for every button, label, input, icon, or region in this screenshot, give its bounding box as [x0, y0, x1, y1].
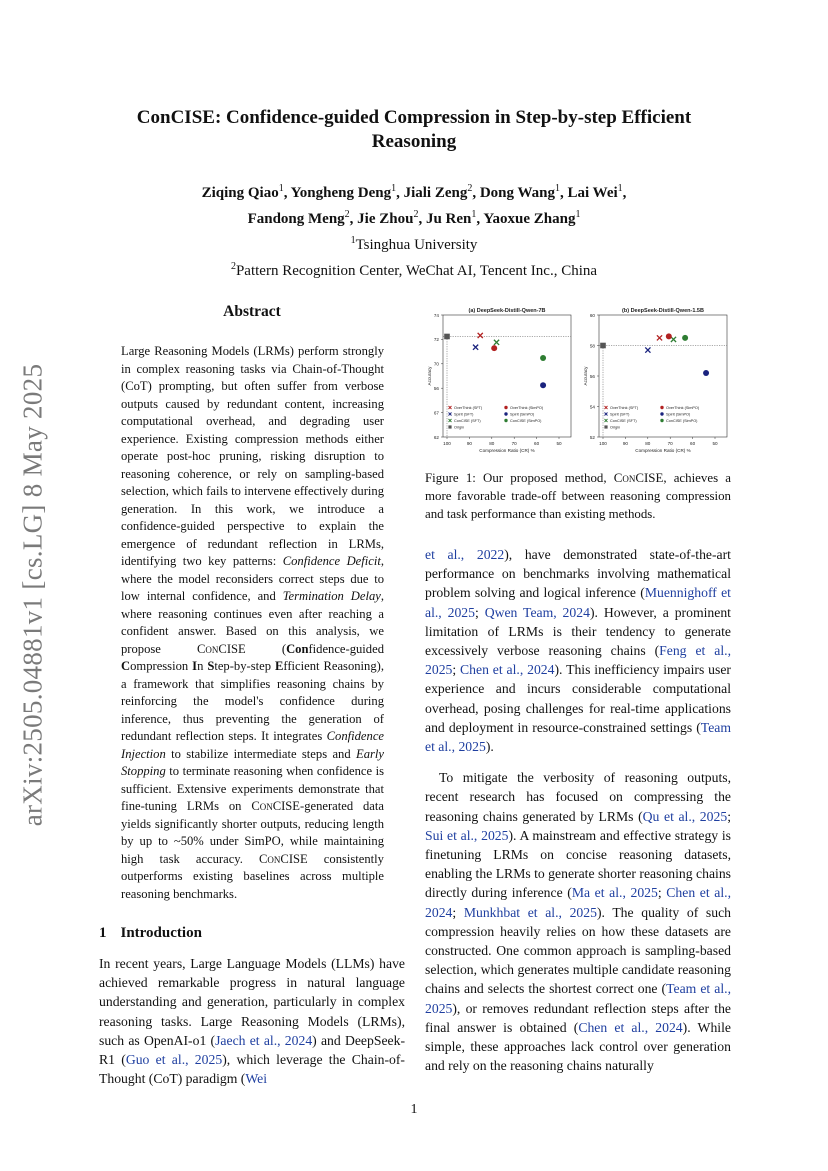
data-point — [540, 355, 546, 361]
affiliation-1 — [100, 230, 728, 256]
x-tick-label: 50 — [712, 441, 718, 446]
author-name: Ziqing Qiao — [201, 185, 279, 201]
legend-label: Spirit (SimPO) — [510, 412, 535, 417]
author-name: Jie Zhou — [357, 211, 414, 227]
affiliation-2-text: Pattern Recognition Center, WeChat AI, Tencent Inc., China — [235, 263, 598, 279]
data-point — [645, 347, 650, 352]
citation-link[interactable]: Chen et al., 2024 — [425, 885, 731, 920]
legend-label: Origin — [454, 425, 465, 430]
legend-marker — [660, 412, 663, 415]
left-column — [99, 303, 405, 1088]
author-affiliation-marker: 1 — [555, 183, 561, 194]
legend-marker — [604, 425, 607, 428]
author-name: Ju Ren — [425, 211, 472, 227]
author-affiliation-marker: 1 — [391, 183, 397, 194]
x-tick-label: 50 — [556, 441, 562, 446]
x-tick-label: 70 — [667, 441, 673, 446]
y-tick-label: 54 — [589, 404, 595, 410]
citation-link[interactable]: Sui et al., 2025 — [425, 827, 509, 843]
data-point — [540, 382, 546, 388]
paper-title: ConCISE: Confidence-guided Compression in Step-by-step Efficient Reasoning — [136, 107, 692, 152]
y-tick-label: 52 — [589, 434, 595, 440]
affiliation-1-text: Tsinghua University — [355, 237, 478, 253]
data-point — [703, 370, 709, 376]
author-name: Yaoxue Zhang — [483, 211, 576, 227]
x-axis-label: Compression Ratio (CR) % — [479, 448, 535, 453]
legend-label: ConCISE (SimPO) — [666, 419, 698, 423]
data-point — [671, 337, 676, 342]
x-tick-label: 100 — [443, 441, 451, 446]
author-name: Yongheng Deng — [290, 185, 392, 201]
legend-label: ConCISE (SFT) — [610, 419, 637, 423]
x-tick-label: 80 — [489, 441, 495, 446]
page-number: 1 — [410, 1102, 418, 1117]
x-tick-label: 60 — [690, 441, 696, 446]
y-tick-label: 56 — [589, 373, 595, 379]
affiliation-2-marker: 2 — [230, 261, 236, 272]
citation-link[interactable]: Qwen Team, 2024 — [484, 604, 590, 620]
legend-marker — [605, 419, 608, 422]
y-tick-label: 74 — [433, 312, 439, 318]
chart-title: (a) DeepSeek-Distill-Qwen-7B — [468, 308, 546, 314]
right-column — [425, 303, 731, 1075]
figure-caption: Figure 1: Our proposed method, ConCISE, achieves a more favorable trade-off between reasoning compression and task performance than existing methods. — [425, 471, 731, 521]
legend-marker — [605, 406, 608, 409]
author-affiliation-marker: 2 — [413, 209, 419, 220]
data-point — [657, 335, 662, 340]
citation-link[interactable]: Wei — [245, 1071, 268, 1087]
x-tick-label: 90 — [622, 441, 628, 446]
y-axis-label: Accuracy — [427, 366, 432, 386]
citation-link[interactable]: Qu et al., 2025 — [642, 808, 728, 824]
y-tick-label: 72 — [433, 337, 439, 343]
author-name: Dong Wang — [479, 185, 556, 201]
citation-link[interactable]: et al., 2022 — [425, 547, 505, 562]
legend-label: Origin — [610, 425, 621, 430]
citation-link[interactable]: Team et al., 2025 — [425, 981, 731, 1016]
data-point — [666, 333, 672, 339]
section-title: Introduction — [120, 925, 202, 941]
legend-label: ConCISE (SimPO) — [510, 419, 542, 423]
y-tick-label: 62 — [433, 434, 439, 440]
arxiv-stamp — [14, 350, 52, 840]
data-point — [600, 343, 606, 349]
legend-marker — [449, 413, 452, 416]
author-affiliation-marker: 2 — [344, 209, 350, 220]
data-point — [444, 334, 450, 340]
author-affiliation-marker: 1 — [617, 183, 623, 194]
legend-label: OverThink (SFT) — [454, 406, 483, 410]
data-point — [494, 340, 499, 345]
legend-label: Spirit (SFT) — [610, 412, 630, 417]
author-name: Fandong Meng — [247, 211, 345, 227]
citation-link[interactable]: Jaech et al., 2024 — [215, 1032, 313, 1048]
y-tick-label: 67 — [433, 410, 439, 416]
abstract-text: Large Reasoning Models (LRMs) perform strongly in complex reasoning tasks via Chain-of-Thought (CoT) prompting, but often suffer from verbose outputs caused by redundant content, increasing computational overhead, and degrading user experience. Existing compression methods either operate post-hoc pruning, risking disruption to reasoning coherence, or rely on sampling-based selection, which fails to intervene effectively during generation. In this work, we introduce a confidence-guided perspective to explain the emergence of redundant reflection in LRMs, identifying two key patterns: Confidence Deficit, where the model reconsiders correct steps due to low internal confidence, and Termination Delay, where reasoning continues even after reaching a confident answer. Based on this analysis, we propose ConCISE (Confidence-guided Compression In Step-by-step Efficient Reasoning), a framework that simplifies reasoning chains by reinforcing the model's confidence during inference, thus preventing the generation of redundant reflection steps. It integrates Confidence Injection to stabilize intermediate steps and Early Stopping to terminate reasoning when confidence is sufficient. Extensive experiments demonstrate that fine-tuning LRMs on ConCISE-generated data yields significantly shorter outputs, reducing length by up to ~50% under SimPO, while maintaining high task accuracy. ConCISE consistently outperforms existing baselines across multiple reasoning benchmarks. — [121, 344, 385, 901]
author-line-1: Ziqing Qiao$^1$, Yongheng Deng$^1$, Jiali Zeng$^2$, Dong Wang$^1$, Lai Wei$^1$, — [201, 183, 627, 201]
affiliation-2 — [100, 256, 728, 282]
legend-marker — [605, 413, 608, 416]
arxiv-id: arXiv:2505.04881v1 [cs.LG] 8 May 2025 — [17, 363, 48, 827]
citation-link[interactable]: Muennighoff et al., 2025 — [425, 585, 731, 620]
citation-link[interactable]: Team et al., 2025 — [425, 719, 731, 755]
legend-marker — [449, 419, 452, 422]
x-tick-label: 100 — [599, 441, 607, 446]
x-tick-label: 70 — [511, 441, 517, 446]
section-heading-introduction — [99, 925, 405, 942]
y-tick-label: 70 — [433, 361, 439, 367]
intro-paragraph-right-1: et al., 2022), have demonstrated state-of-the-art performance on benchmarks involving mathematical problem solving and logical inference (Muennighoff et al., 2025; Qwen Team, 2024). However, a prominent limitation of LRMs is their tendency to generate excessively verbose reasoning chains (Feng et al., 2025; Chen et al., 2024). This inefficiency impairs user experience and incurs considerable computational overhead, posing challenges for real-time applications and deployment in resource-constrained settings (Team et al., 2025). — [425, 547, 731, 755]
author-affiliation-marker: 1 — [471, 209, 477, 220]
y-tick-label: 60 — [589, 312, 595, 318]
y-tick-label: 58 — [589, 343, 595, 349]
intro-paragraph-left: In recent years, Large Language Models (LLMs) have achieved remarkable progress in natural language understanding and generation, particularly in complex reasoning tasks. Large Reasoning Models (LRMs), such as OpenAI-o1 (Jaech et al., 2024) and DeepSeek-R1 (Guo et al., 2025), which leverage the Chain-of-Thought (CoT) paradigm (Wei — [99, 956, 406, 1087]
legend-marker — [660, 419, 663, 422]
legend-label: OverThink (SimPO) — [510, 406, 544, 410]
author-line-2: Fandong Meng$^2$, Jie Zhou$^2$, Ju Ren$^1$, Yaoxue Zhang$^1$ — [247, 209, 581, 227]
affiliation-1-marker: 1 — [350, 235, 356, 246]
y-tick-label: 56 — [433, 386, 439, 391]
citation-link[interactable]: Feng et al., 2025 — [425, 643, 731, 678]
legend-marker — [449, 406, 452, 409]
legend-label: Spirit (SFT) — [454, 412, 474, 417]
citation-link[interactable]: Ma et al., 2025 — [571, 885, 658, 901]
intro-paragraph-right-2: To mitigate the verbosity of reasoning outputs, recent research has focused on compressing the reasoning chains generated by LRMs (Qu et al., 2025; Sui et al., 2025). A mainstream and effective strategy is finetuning LRMs on concise reasoning datasets, enabling the LRMs to generate shorter reasoning chains directly during inference (Ma et al., 2025; Chen et al., 2024; Munkhbat et al., 2025). The quality of such compression heavily relies on how these datasets are constructed. One common approach is sampling-based selection, which generates multiple candidate reasoning chains and selects the shortest correct one (Team et al., 2025), or removes redundant reflection steps after the final answer is obtained (Chen et al., 2024). While simple, these approaches lack control over generation and rely on the reasoning chains naturally — [425, 770, 732, 1074]
citation-link[interactable]: Munkhbat et al., 2025 — [463, 904, 597, 920]
x-tick-label: 60 — [534, 441, 540, 446]
y-axis-label: Accuracy — [583, 366, 588, 386]
author-affiliation-marker: 2 — [467, 183, 473, 194]
author-name: Lai Wei — [567, 185, 618, 201]
legend-label: ConCISE (SFT) — [454, 419, 481, 423]
legend-marker — [504, 406, 507, 409]
author-block — [100, 178, 728, 282]
legend-marker — [660, 406, 663, 409]
section-number: 1 — [99, 925, 107, 941]
legend-label: OverThink (SFT) — [610, 406, 639, 410]
legend-label: OverThink (SimPO) — [666, 406, 700, 410]
figure-1 — [425, 303, 731, 455]
citation-link[interactable]: Chen et al., 2024 — [460, 662, 555, 678]
author-affiliation-marker: 1 — [278, 183, 284, 194]
legend-marker — [504, 419, 507, 422]
abstract-heading: Abstract — [223, 303, 281, 320]
data-point — [473, 345, 478, 350]
legend-label: Spirit (SimPO) — [666, 412, 691, 417]
author-name: Jiali Zeng — [403, 185, 468, 201]
legend-marker — [504, 412, 507, 415]
author-affiliation-marker: 1 — [575, 209, 581, 220]
data-point — [491, 345, 497, 351]
citation-link[interactable]: Guo et al., 2025 — [125, 1052, 223, 1068]
legend-marker — [448, 425, 451, 428]
data-point — [682, 335, 688, 341]
chart-title: (b) DeepSeek-Distill-Qwen-1.5B — [622, 308, 704, 314]
citation-link[interactable]: Chen et al., 2024 — [578, 1019, 683, 1035]
figure-1-charts — [425, 303, 731, 455]
x-tick-label: 90 — [466, 441, 472, 446]
x-axis-label: Compression Ratio (CR) % — [635, 448, 691, 453]
x-tick-label: 80 — [645, 441, 651, 446]
data-point — [478, 333, 483, 338]
